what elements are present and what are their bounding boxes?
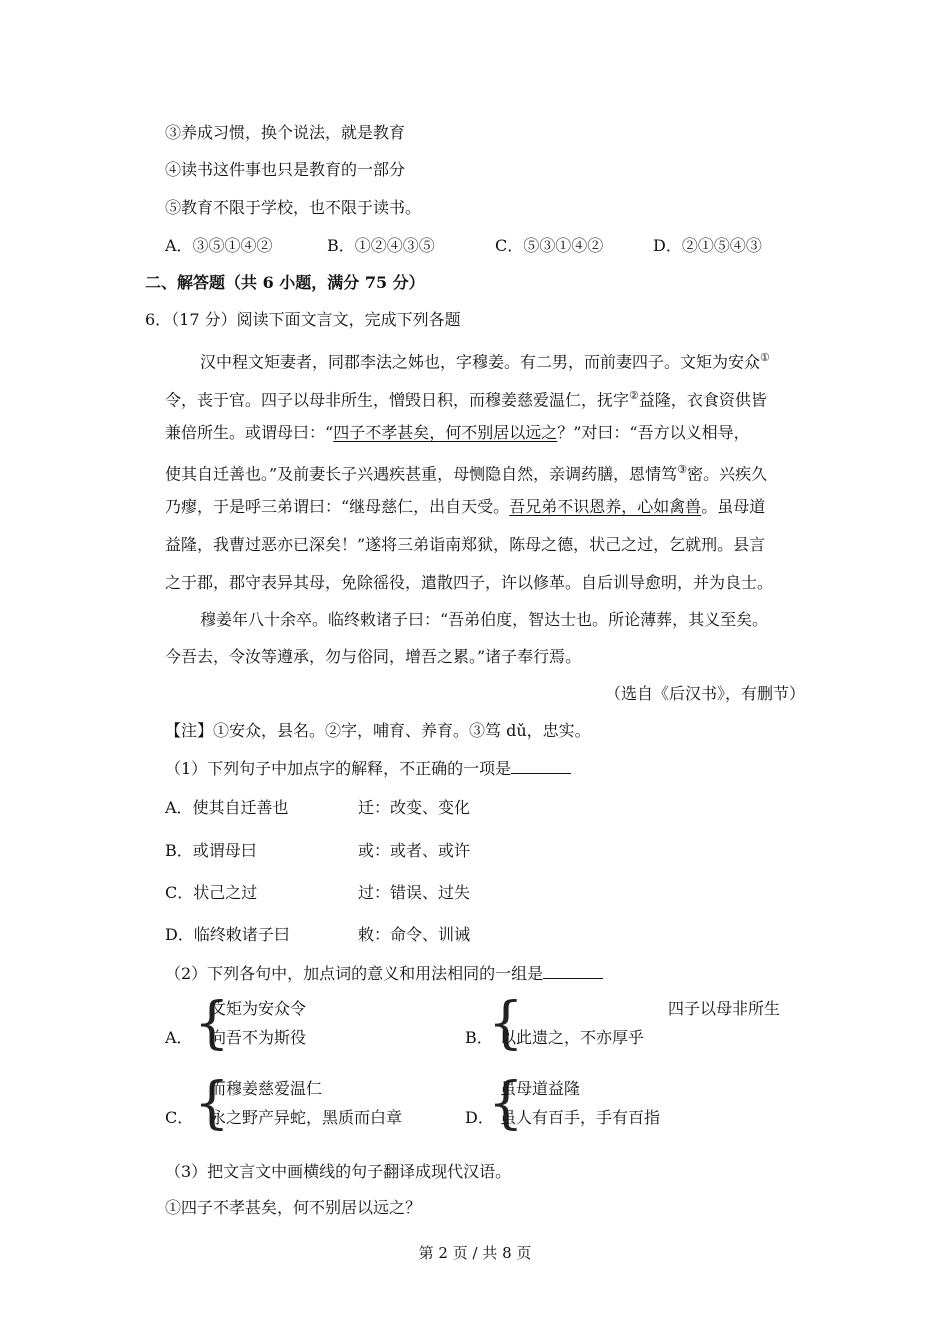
option-b: B．①②④③⑤: [327, 236, 435, 255]
option-c: C．⑤③①④②: [495, 236, 604, 255]
sub2-option-a-bottom: 向吾不为斯役: [210, 1028, 307, 1047]
choice-item-3: ③养成习惯，换个说法，就是教育: [165, 123, 406, 142]
brace-symbol: {: [488, 1071, 524, 1136]
answer-blank: [511, 759, 571, 774]
sub1-option-d: D．临终敕诸子曰: [165, 925, 290, 944]
annotation-note: 【注】①安众，县名。②字，哺育、养育。③笃 dǔ，忠实。: [165, 721, 591, 740]
footnote-mark: ③: [677, 463, 688, 476]
sub1-option-b: B．或谓母曰: [165, 841, 257, 860]
passage-line: 益隆，我曹过恶亦已深矣！”遂将三弟诣南郑狱，陈母之德，状己之过，乞就刑。县言: [165, 535, 766, 554]
passage-line: [165, 496, 765, 518]
sub2-option-d-label: D．: [465, 1108, 494, 1127]
underlined-sentence: 吾兄弟不识恩养，心如禽兽: [509, 497, 702, 516]
sub-question-3-stem: （3）把文言文中画横线的句子翻译成现代汉语。: [165, 1162, 512, 1181]
sub2-option-c-label: C．: [165, 1108, 194, 1127]
sub2-option-b-bottom: 以此遗之，不亦厚乎: [500, 1028, 645, 1047]
passage-text: 密。兴疾久: [687, 464, 768, 484]
brace-symbol: {: [194, 1071, 230, 1136]
passage-source: （选自《后汉书》，有删节）: [604, 684, 805, 703]
sub-question-text: （2）下列各句中，加点词的意义和用法相同的一组是: [165, 964, 544, 983]
passage-text: 令，丧于官。四子以母非所生，憎毁日积，而穆姜慈爱温仁，抚字: [165, 390, 630, 410]
passage-text: 益隆，衣食资供皆: [638, 390, 767, 410]
sub-question-2-stem: [165, 963, 603, 985]
section-title: 二、解答题（共 6 小题，满分 75 分）: [145, 273, 425, 292]
passage-line: 之于郡，郡守表异其母，免除徭役，遣散四子，许以修革。自后训导愈明，并为良士。: [165, 573, 774, 592]
sub2-option-c-top: 而穆姜慈爱温仁: [210, 1079, 323, 1098]
passage-text: 使其自迁善也。”及前妻长子兴遇疾甚重，母恻隐自然，亲调药膳，恩情笃: [165, 464, 678, 484]
sub2-option-a-label: A．: [165, 1028, 193, 1047]
choice-item-5: ⑤教育不限于学校，也不限于读书。: [165, 198, 422, 217]
underlined-sentence: 四子不孝甚矣，何不别居以远之: [333, 423, 558, 442]
passage-text: 乃瘳，于是呼三弟谓曰：“继母慈仁，出自天受。: [165, 497, 510, 516]
passage-text: 。虽母道: [701, 497, 766, 516]
question-6-stem: 6．（17 分）阅读下面文言文，完成下列各题: [145, 310, 461, 329]
option-a: A．③⑤①④②: [165, 236, 273, 255]
sub2-option-b-label: B．: [465, 1028, 493, 1047]
passage-line: [165, 422, 750, 444]
sub1-option-c-gloss: 过：错误、过失: [358, 883, 471, 902]
footnote-mark: ①: [760, 351, 770, 364]
passage-line: [165, 459, 767, 485]
brace-symbol: {: [194, 991, 230, 1056]
sub2-option-d-top: 虽母道益隆: [500, 1079, 581, 1098]
sub-question-3-item-1: ①四子不孝甚矣，何不别居以远之？: [165, 1198, 422, 1217]
passage-line: [200, 347, 770, 373]
sub1-option-d-gloss: 敕：命令、训诫: [358, 925, 471, 944]
passage-text: 兼倍所生。或谓母曰：“: [165, 423, 334, 442]
sub2-option-c-bottom: 永之野产异蛇，黑质而白章: [210, 1108, 403, 1127]
sub2-option-d-bottom: 虽人有百手，手有百指: [500, 1108, 661, 1127]
answer-blank: [543, 964, 603, 979]
brace-symbol: {: [488, 991, 524, 1056]
sub1-option-c: C．状己之过: [165, 883, 258, 902]
choice-item-4: ④读书这件事也只是教育的一部分: [165, 160, 406, 179]
page-footer: 第 2 页 / 共 8 页: [418, 1244, 532, 1262]
passage-line: 今吾去，令汝等遵承，勿与俗同，增吾之累。”诸子奉行焉。: [165, 647, 582, 666]
footnote-mark: ②: [629, 389, 639, 402]
sub-question-text: （1）下列句子中加点字的解释，不正确的一项是: [165, 759, 512, 778]
option-d: D．②①⑤④③: [653, 236, 762, 255]
passage-line: [165, 385, 767, 411]
passage-line: 穆姜年八十余卒。临终敕诸子曰：“吾弟伯度，智达士也。所论薄葬，其义至矣。: [200, 610, 769, 629]
sub1-option-a: A．使其自迁善也: [165, 798, 289, 817]
sub1-option-a-gloss: 迁：改变、变化: [358, 798, 471, 817]
sub2-option-a-top: 文矩为安众令: [210, 999, 307, 1018]
sub-question-1-stem: [165, 758, 571, 780]
passage-text: 汉中程文矩妻者，同郡李法之姊也，字穆姜。有二男，而前妻四子。文矩为安众: [200, 352, 761, 372]
passage-text: ？”对曰：“吾方以义相导，: [557, 423, 750, 442]
sub2-option-b-top: 四子以母非所生: [668, 999, 781, 1018]
sub1-option-b-gloss: 或：或者、或许: [358, 841, 471, 860]
